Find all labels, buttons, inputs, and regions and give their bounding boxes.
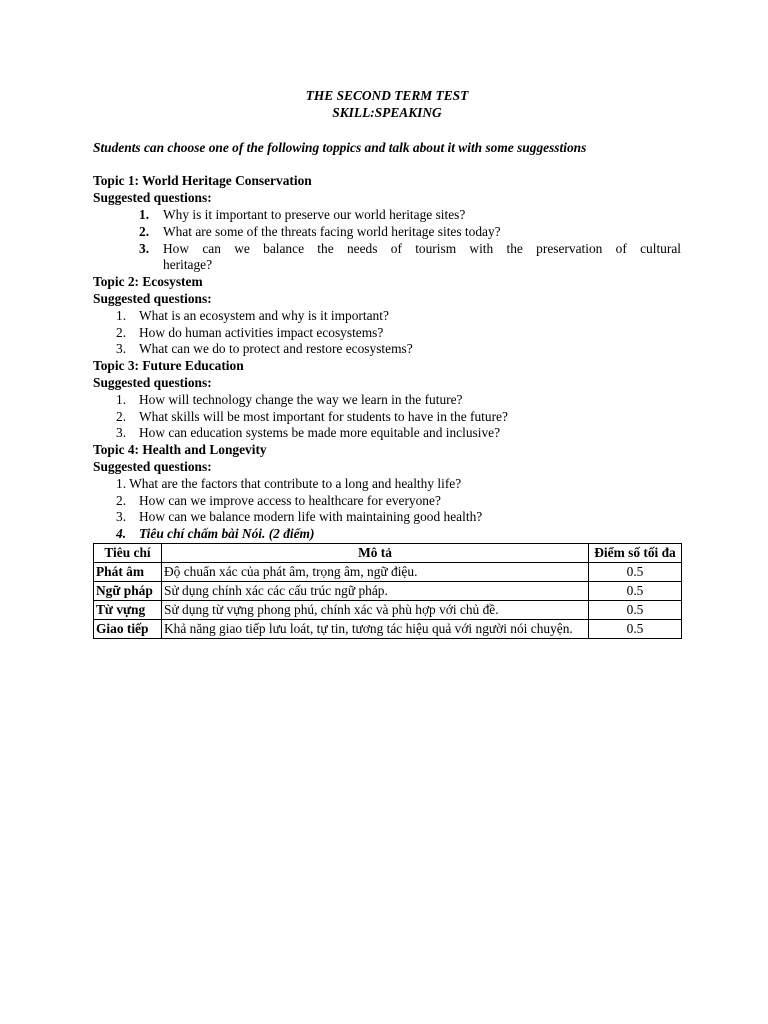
question-number: 2. <box>116 408 127 424</box>
question-item <box>93 224 681 241</box>
question-number: 3. <box>116 509 127 525</box>
question-item <box>93 207 681 224</box>
question-number: 1. <box>116 391 127 407</box>
table-row <box>94 581 682 600</box>
topic-section <box>93 442 681 526</box>
question-item <box>93 476 681 493</box>
question-item <box>93 409 681 426</box>
table-row <box>94 619 682 638</box>
question-text: What is an ecosystem and why is it important? <box>139 307 389 323</box>
question-item <box>93 308 681 325</box>
question-list <box>93 476 681 526</box>
question-number: 3. <box>139 240 150 256</box>
column-header-description: Mô tả <box>162 543 589 562</box>
criterion-cell: Phát âm <box>94 562 162 581</box>
question-number: 1. <box>116 307 127 323</box>
topic-heading: Topic 1: World Heritage Conservation <box>93 173 312 189</box>
max-score-cell: 0.5 <box>589 619 682 638</box>
instructions: Students can choose one of the following toppics and talk about it with some suggesstions <box>93 139 587 155</box>
question-text: How do human activities impact ecosystems? <box>139 324 384 340</box>
table-row <box>94 562 682 581</box>
page-subtitle: SKILL:SPEAKING <box>332 104 442 120</box>
question-text: How will technology change the way we learn in the future? <box>139 391 463 407</box>
suggested-questions-label: Suggested questions: <box>93 190 212 206</box>
question-number: 3. <box>116 341 127 357</box>
question-text: How can we improve access to healthcare for everyone? <box>139 492 441 508</box>
question-list <box>93 392 681 442</box>
question-number: 2. <box>116 324 127 340</box>
description-cell: Sử dụng từ vựng phong phú, chính xác và phù hợp với chủ đề. <box>162 600 589 619</box>
description-cell: Khả năng giao tiếp lưu loát, tự tin, tương tác hiệu quả với người nói chuyện. <box>162 619 589 638</box>
question-list <box>93 308 681 358</box>
question-number: 1. <box>139 206 150 222</box>
column-header-criterion: Tiêu chí <box>94 543 162 562</box>
question-list <box>93 207 681 274</box>
question-text: 1. What are the factors that contribute to a long and healthy life? <box>116 475 462 491</box>
criterion-cell: Giao tiếp <box>94 619 162 638</box>
criterion-cell: Ngữ pháp <box>94 581 162 600</box>
question-text: What are some of the threats facing world heritage sites today? <box>163 223 501 239</box>
description-cell: Sử dụng chính xác các cấu trúc ngữ pháp. <box>162 581 589 600</box>
question-item <box>93 425 681 442</box>
topic-section <box>93 358 681 442</box>
question-item <box>93 341 681 358</box>
suggested-questions-label: Suggested questions: <box>93 374 212 390</box>
max-score-cell: 0.5 <box>589 600 682 619</box>
question-text: How can we balance the needs of tourism with the preservation of cultural <box>163 240 681 256</box>
suggested-questions-label: Suggested questions: <box>93 290 212 306</box>
max-score-cell: 0.5 <box>589 562 682 581</box>
topic-heading: Topic 3: Future Education <box>93 358 244 374</box>
max-score-cell: 0.5 <box>589 581 682 600</box>
question-number: 2. <box>116 492 127 508</box>
description-cell: Độ chuẩn xác của phát âm, trọng âm, ngữ điệu. <box>162 562 589 581</box>
question-item <box>93 392 681 409</box>
topic-section <box>93 173 681 274</box>
question-text: Why is it important to preserve our world heritage sites? <box>163 206 466 222</box>
question-item <box>93 493 681 510</box>
question-number: 2. <box>139 223 150 239</box>
question-item <box>93 241 681 275</box>
question-text: How can we balance modern life with maintaining good health? <box>139 509 483 525</box>
criterion-cell: Từ vựng <box>94 600 162 619</box>
suggested-questions-label: Suggested questions: <box>93 458 212 474</box>
question-text-continued: heritage? <box>163 257 213 273</box>
test-page <box>93 88 681 639</box>
table-row <box>94 600 682 619</box>
question-item <box>93 509 681 526</box>
topic-section <box>93 274 681 358</box>
page-title: THE SECOND TERM TEST <box>305 88 469 103</box>
question-item <box>93 325 681 342</box>
column-header-max-score: Điểm số tối đa <box>589 543 682 562</box>
criteria-heading <box>93 526 681 543</box>
question-text: How can education systems be made more equitable and inclusive? <box>139 425 501 441</box>
question-text: What can we do to protect and restore ecosystems? <box>139 341 413 357</box>
criteria-title: Tiêu chí chấm bài Nói. (2 điểm) <box>139 526 315 542</box>
question-number: 3. <box>116 425 127 441</box>
criteria-number: 4. <box>116 526 127 542</box>
scoring-table <box>93 543 682 639</box>
topic-heading: Topic 2: Ecosystem <box>93 274 203 290</box>
topic-heading: Topic 4: Health and Longevity <box>93 442 267 458</box>
table-header-row <box>94 543 682 562</box>
question-text: What skills will be most important for students to have in the future? <box>139 408 508 424</box>
